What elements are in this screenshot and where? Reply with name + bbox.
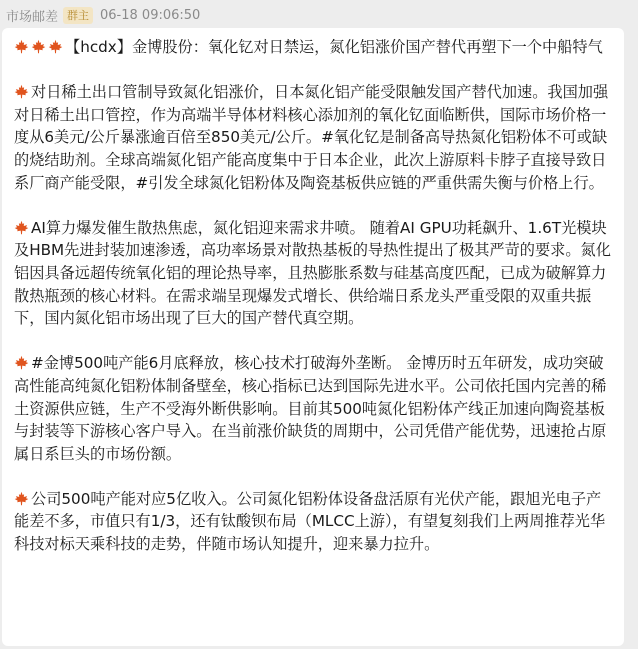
sender-name[interactable]: 市场邮差 [6,9,59,25]
message-paragraph [14,488,614,556]
owner-badge: 群主 [63,7,93,24]
maple-leaf-icon [14,220,29,235]
message-header [6,5,200,25]
maple-leaf-icon [48,39,63,54]
message-bubble[interactable] [2,28,624,646]
paragraph-text: 对日稀土出口管制导致氮化铝涨价，日本氮化铝产能受限触发国产替代加速。我国加强对日稀土出口管控，作为高端半导体材料核心添加剂的氧化钇面临断供，国际市场价格一度从6美元/公斤暴涨逾百倍至850美元/公斤。#氧化钇是制备高导热氮化铝粉体不可或缺的烧结助剂。全球高端氮化铝产能高度集中于日本企业，此次上游原料卡脖子直接导致日系厂商产能受限，#引发全球氮化铝粉体及陶瓷基板供应链的严重供需失衡与价格上行。 [14,83,609,192]
maple-leaf-icon [31,39,46,54]
paragraph-text: #金博500吨产能6月底释放，核心技术打破海外垄断。 金博历时五年研发，成功突破高性能高纯氮化铝粉体制备壁垒，核心指标已达到国际先进水平。公司依托国内完善的稀土资源供应链，生产不受海外断供影响。目前其500吨氮化铝粉体产线正加速向陶瓷基板与封装等下游核心客户导入。在当前涨价缺货的周期中，公司凭借产能优势，迅速抢占原属日系巨头的市场份额。 [14,354,607,463]
message-paragraph [14,352,614,465]
message-title: 【hcdx】金博股份：氧化钇对日禁运，氮化铝涨价国产替代再塑下一个中船特气 [65,38,603,56]
message-title-line [14,36,614,59]
paragraph-text: AI算力爆发催生散热焦虑，氮化铝迎来需求井喷。 随着AI GPU功耗飙升、1.6T光模块及HBM先进封装加速渗透，高功率场景对散热基板的导热性提出了极其严苛的要求。氮化铝因具备远超传统氧化铝的理论热导率，且热膨胀系数与硅基高度匹配，已成为破解算力散热瓶颈的核心材料。在需求端呈现爆发式增长、供给端日系龙头严重受限的双重共振下，国内氮化铝市场出现了巨大的国产替代真空期。 [14,218,611,328]
message-paragraph [14,81,614,194]
message-paragraph [14,217,614,330]
maple-leaf-icon [14,39,29,54]
paragraph-text: 公司500吨产能对应5亿收入。公司氮化铝粉体设备盘活原有光伏产能，跟旭光电子产能差不多，市值只有1/3，还有钛酸钡布局（MLCC上游），有望复刻我们上两周推荐光华科技对标天乘科技的走势，伴随市场认知提升，迎来暴力拉升。 [14,489,606,554]
message-timestamp: 06-18 09:06:50 [100,7,201,23]
maple-leaf-icon [14,84,29,99]
maple-leaf-icon [14,355,29,370]
maple-leaf-icon [14,491,29,506]
